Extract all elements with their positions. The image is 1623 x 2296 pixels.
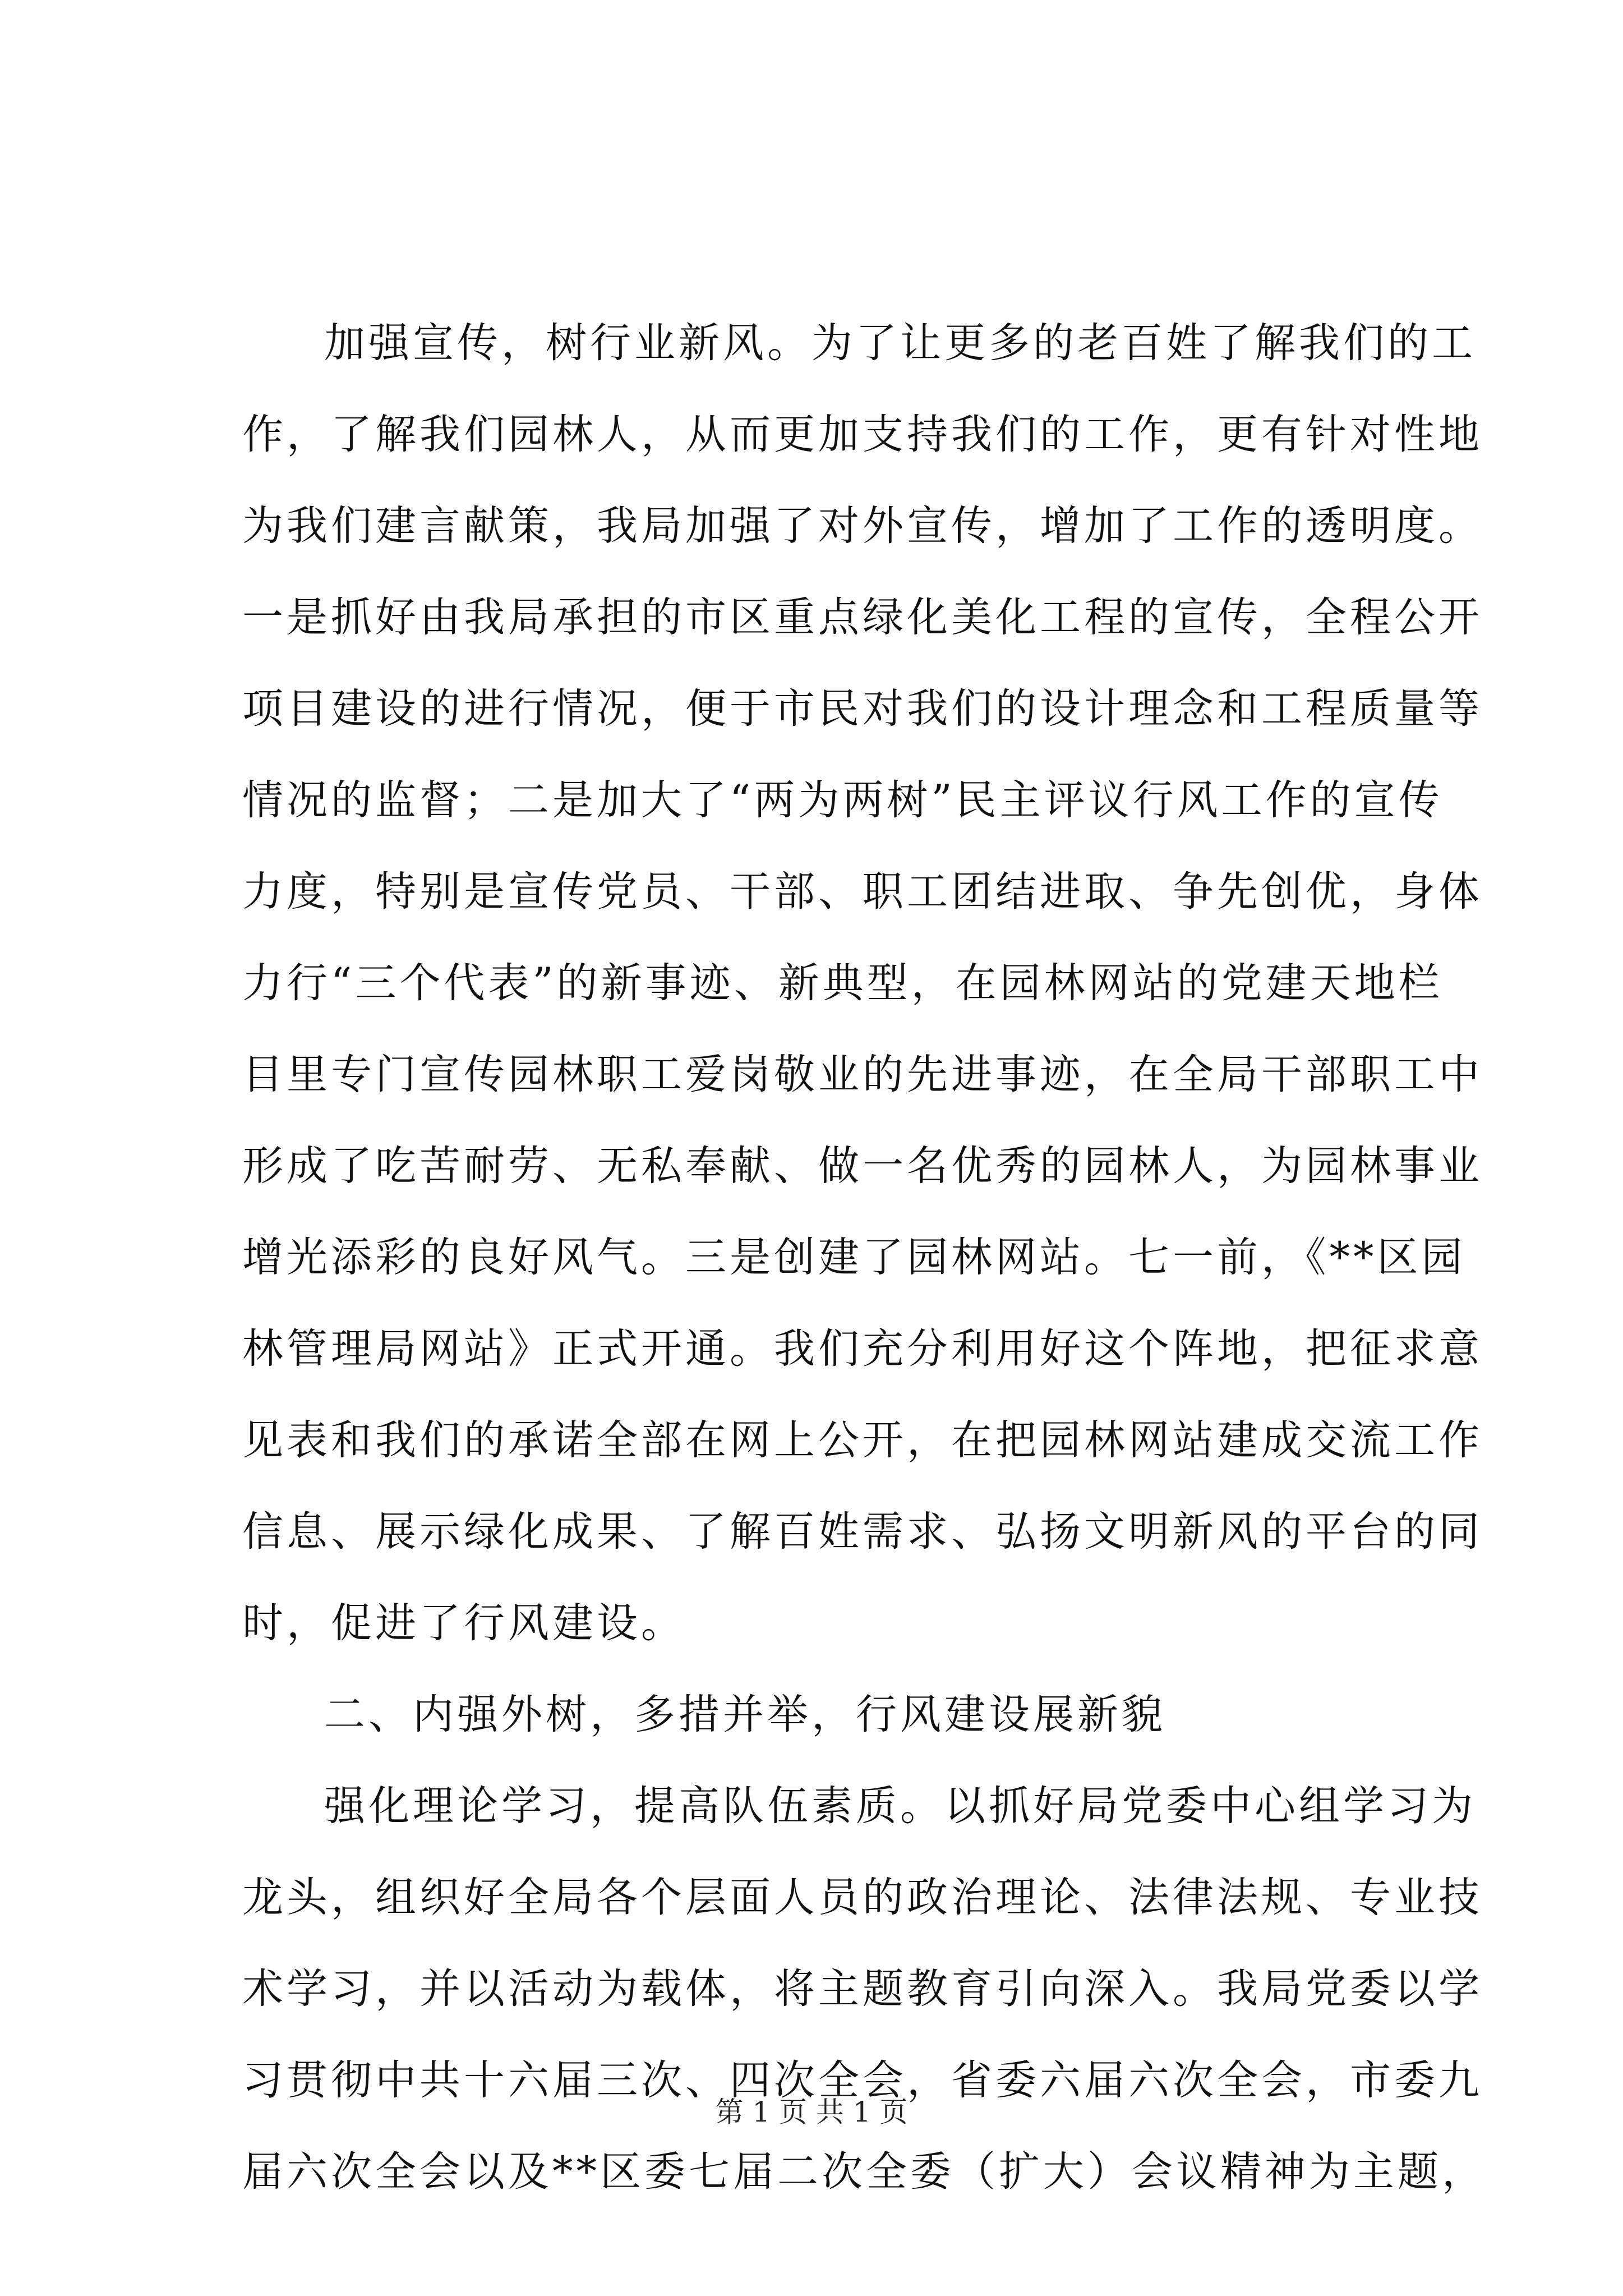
document-body [242, 297, 1486, 2217]
paragraph-line: 术学习，并以活动为载体，将主题教育引向深入。我局党委以学 [242, 1965, 1483, 2013]
paragraph-line: 作，了解我们园林人，从而更加支持我们的工作，更有针对性地 [242, 411, 1483, 458]
paragraph-line: 增光添彩的良好风气。三是创建了园林网站。七一前，《**区园 [242, 1234, 1466, 1281]
paragraph-line: 林管理局网站》正式开通。我们充分利用好这个阵地，把征求意 [242, 1325, 1483, 1373]
paragraph-line: 项目建设的进行情况，便于市民对我们的设计理念和工程质量等 [242, 685, 1483, 733]
paragraph-line: 时，促进了行风建设。 [242, 1599, 685, 1647]
paragraph-line: 形成了吃苦耐劳、无私奉献、做一名优秀的园林人，为园林事业 [242, 1142, 1483, 1190]
paragraph-line: 加强宣传，树行业新风。为了让更多的老百姓了解我们的工 [324, 319, 1476, 367]
paragraph-line: 力行“三个代表”的新事迹、新典型，在园林网站的党建天地栏 [242, 959, 1443, 1007]
paragraph-line: 情况的监督；二是加大了“两为两树”民主评议行风工作的宣传 [242, 776, 1443, 824]
paragraph-line: 强化理论学习，提高队伍素质。以抓好局党委中心组学习为 [324, 1782, 1476, 1830]
section-heading: 二、内强外树，多措并举，行风建设展新貌 [324, 1691, 1166, 1738]
page-number-footer: 第 1 页 共 1 页 [715, 2096, 908, 2128]
paragraph-line: 届六次全会以及**区委七届二次全委（扩大）会议精神为主题， [242, 2148, 1486, 2196]
paragraph-line: 一是抓好由我局承担的市区重点绿化美化工程的宣传，全程公开 [242, 593, 1483, 641]
paragraph-line: 信息、展示绿化成果、了解百姓需求、弘扬文明新风的平台的同 [242, 1508, 1483, 1556]
paragraph-line: 习贯彻中共十六届三次、四次全会，省委六届六次全会，市委九 [242, 2056, 1483, 2104]
paragraph-line: 目里专门宣传园林职工爱岗敬业的先进事迹，在全局干部职工中 [242, 1051, 1483, 1098]
paragraph-line: 为我们建言献策，我局加强了对外宣传，增加了工作的透明度。 [242, 502, 1483, 550]
paragraph-line: 龙头，组织好全局各个层面人员的政治理论、法律法规、专业技 [242, 1874, 1483, 1921]
paragraph-line: 力度，特别是宣传党员、干部、职工团结进取、争先创优，身体 [242, 868, 1483, 915]
paragraph-line: 见表和我们的承诺全部在网上公开，在把园林网站建成交流工作 [242, 1416, 1483, 1464]
